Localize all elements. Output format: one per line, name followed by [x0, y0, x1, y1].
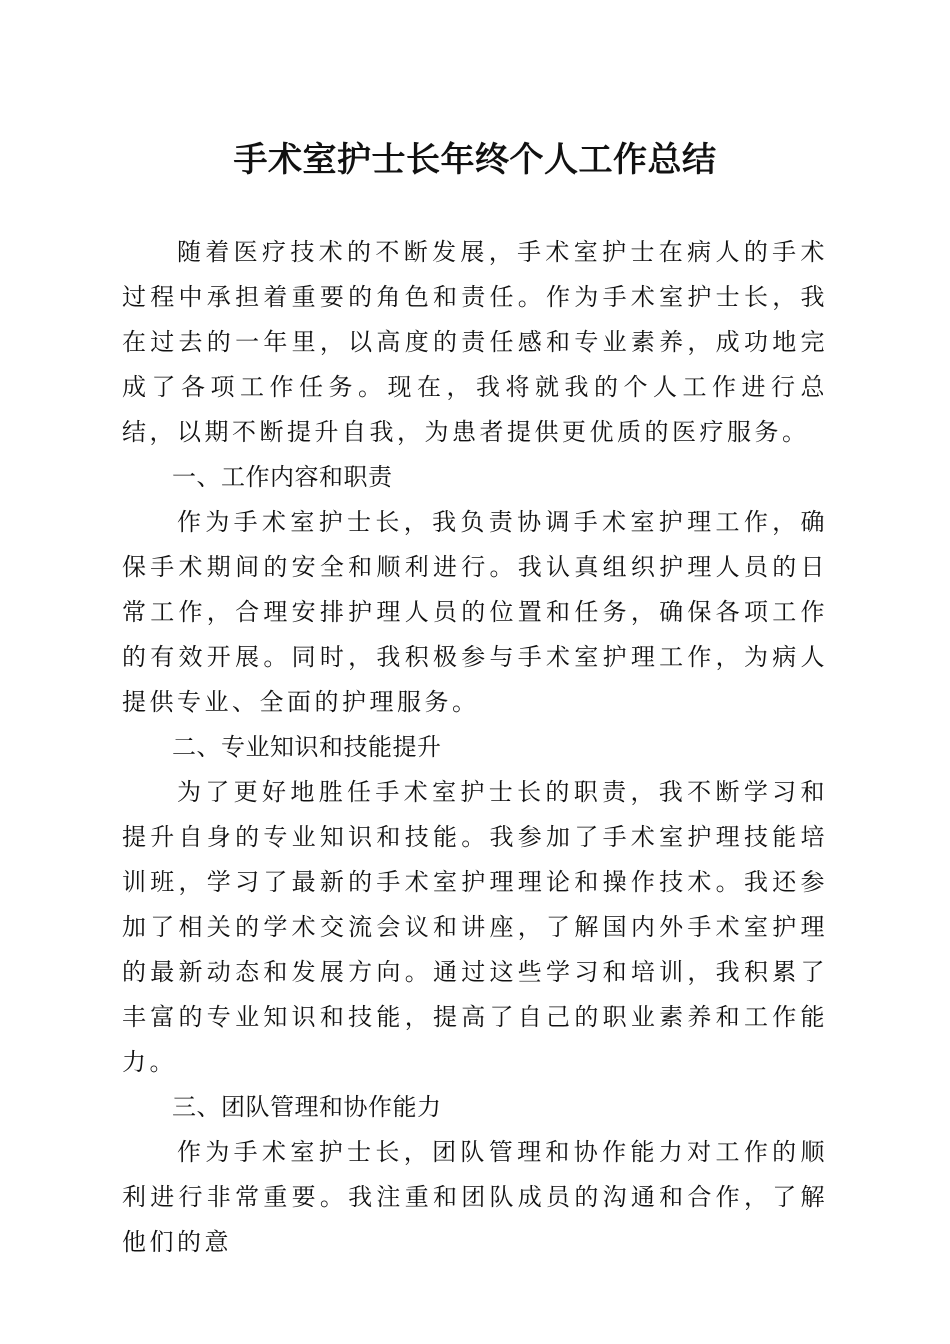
document-body: [122, 230, 828, 1265]
section-paragraph-skills: 为了更好地胜任手术室护士长的职责，我不断学习和提升自身的专业知识和技能。我参加了手术室护理技能培训班，学习了最新的手术室护理理论和操作技术。我还参加了相关的学术交流会议和讲座，了解国内外手术室护理的最新动态和发展方向。通过这些学习和培训，我积累了丰富的专业知识和技能，提高了自己的职业素养和工作能力。: [122, 778, 828, 1076]
intro-paragraph: 随着医疗技术的不断发展，手术室护士在病人的手术过程中承担着重要的角色和责任。作为手术室护士长，我在过去的一年里，以高度的责任感和专业素养，成功地完成了各项工作任务。现在，我将就我的个人工作进行总结，以期不断提升自我，为患者提供更优质的医疗服务。: [122, 238, 828, 446]
section-paragraph-teamwork: 作为手术室护士长，团队管理和协作能力对工作的顺利进行非常重要。我注重和团队成员的沟通和合作，了解他们的意: [122, 1138, 828, 1256]
section-paragraph-duties: 作为手术室护士长，我负责协调手术室护理工作，确保手术期间的安全和顺利进行。我认真组织护理人员的日常工作，合理安排护理人员的位置和任务，确保各项工作的有效开展。同时，我积极参与手术室护理工作，为病人提供专业、全面的护理服务。: [122, 508, 828, 716]
section-heading-duties: 一、工作内容和职责: [172, 463, 393, 491]
document-title: 手术室护士长年终个人工作总结: [233, 140, 717, 180]
section-heading-teamwork: 三、团队管理和协作能力: [172, 1093, 442, 1121]
section-heading-skills: 二、专业知识和技能提升: [172, 733, 442, 761]
